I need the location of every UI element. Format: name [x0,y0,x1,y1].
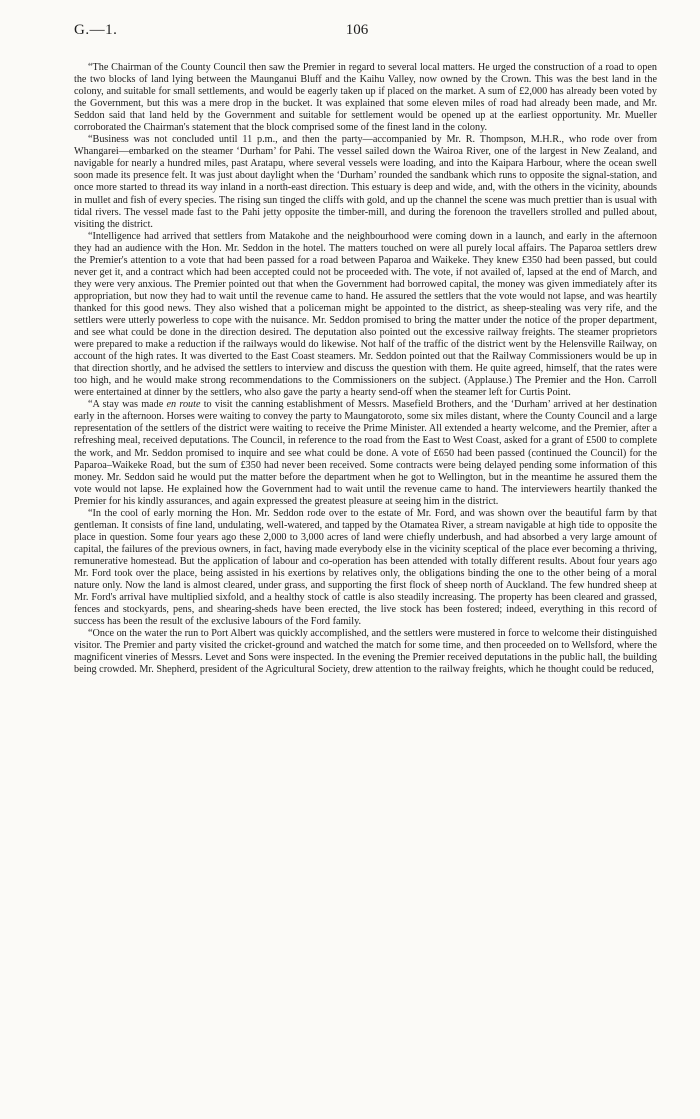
paragraph-ford-estate: “In the cool of early morning the Hon. Mr. Seddon rode over to the estate of Mr. Ford, and was shown over the beautiful farm by that gentleman. It consists of fine land, undulating, well-watered, and tapped by the Otamatea River, a stream navigable at high tide to opposite the place in question. Some four years ago these 2,000 to 3,000 acres of land were chiefly underbush, and had absorbed a very large amount of capital, the failures of the previous owners, in fact, having made everybody else in the vicinity sceptical of the place ever becoming a thriving, remunerative homestead. But the application of labour and co-operation has been attended with totally different results. About four years ago Mr. Ford took over the place, being assisted in his exertions by relatives only, the obligations binding the one to the other being of a moral nature only. Now the land is almost cleared, under grass, and supporting the first flock of sheep north of Auckland. The few hundred sheep at Mr. Ford's arrival have multiplied sixfold, and a healthy stock of cattle is also steadily increasing. The property has been cleared and grassed, fences and stockyards, pens, and shearing-sheds have been erected, the live stock has been fostered; indeed, everything in this record of success has been the result of the exclusive labours of the Ford family. [74,507,657,628]
page-header [74,22,640,44]
paragraph-port-albert: “Once on the water the run to Port Albert was quickly accomplished, and the settlers were mustered in force to welcome their distinguished visitor. The Premier and party visited the cricket-ground and watched the match for some time, and then proceeded on to Wellsford, where the magnificent vineries of Messrs. Levet and Sons were inspected. In the evening the Premier received deputations in the public hall, the building being crowded. Mr. Shepherd, president of the Agricultural Society, drew attention to the railway freights, which he thought could be reduced, [74,628,657,676]
body-text [74,62,657,676]
paragraph-matakohe-settlers: “Intelligence had arrived that settlers from Matakohe and the neighbourhood were coming down in a launch, and early in the afternoon they had an audience with the Hon. Mr. Seddon in the hotel. The matters touched on were all purely local affairs. The Paparoa settlers drew the Premier's attention to a vote that had been passed for a road between Paparoa and Waikeke. They knew £350 had been passed, but could never get it, and a contract which had been accepted could not be proceeded with. The vote, if not availed of, lapsed at the end of March, and they were very anxious. The Premier pointed out that when the Government had borrowed capital, the money was given immediately after its appropriation, but now they had to wait until the revenue came to hand. He assured the settlers that the vote would not lapse, and was heartily thanked for this good news. They also wished that a policeman might be appointed to the district, as sheep-stealing was very rife, and the settlers were utterly powerless to cope with the nuisance. Mr. Seddon promised to bring the matter under the notice of the proper department, and see what could be done in the direction desired. The deputation also pointed out the excessive railway freights. The steamer proprietors were prepared to make a reduction if the railways would do likewise. Not half of the traffic of the district went by the Helensville Railway, on account of the high rates. It was diverted to the East Coast steamers. Mr. Seddon pointed out that the Railway Commissioners would be up in that direction shortly, and he advised the settlers to interview and discuss the question with them. He quite agreed, himself, that the rates were too high, and he would make strong recommendations to the Commissioners on the subject. (Applause.) The Premier and the Hon. Carroll were entertained at dinner by the settlers, who also gave the party a hearty send-off when the steamer left for Curtis Point. [74,230,657,399]
page-number: 106 [345,22,369,38]
italic-phrase: en route [166,399,201,411]
paragraph-text-before: “A stay was made [88,399,167,411]
paragraph-durham-voyage: “Business was not concluded until 11 p.m., and then the party—accompanied by Mr. R. Thompson, M.H.R., who rode over from Whangarei—embarked on the steamer ‘Durham’ for Pahi. The vessel sailed down the Wairoa River, one of the largest in New Zealand, and navigable for nearly a hundred miles, past Aratapu, where several vessels were loading, and into the Kaipara Harbour, where the ocean swell soon made its presence felt. It was just about daylight when the ‘Durham’ rounded the sandbank which runs to opposite the signal-station, and once more started to thread its way inland in a north-east direction. This estuary is deep and wide, and, with the others in the vicinity, abounds in mullet and fish of every species. The rising sun tinged the cliffs with gold, and up the channel the scene was much prettier than is usual with tidal rivers. The vessel made fast to the Pahi jetty opposite the timber-mill, and during the forenoon the travellers strolled and pulled about, visiting the district. [74,134,657,230]
paragraph-maungatoroto-visit [74,399,657,507]
paragraph-text-after: to visit the canning establishment of Messrs. Masefield Brothers, and the ‘Durham’ arrived at her destination early in the afternoon. Horses were waiting to convey the party to Maungatoroto, some six miles distant, where the County Council and a large representation of the settlers of the district were waiting to receive the Prime Minister. All extended a hearty welcome, and the Premier, after a refreshing meal, received deputations. The Council, in reference to the road from the East to West Coast, asked for a grant of £500 to complete the work, and Mr. Seddon promised to inquire and see what could be done. A vote of £650 had been passed (continued the Council) for the Paparoa–Waikeke Road, but the sum of £350 had never been received. Some contracts were being delayed pending some information of this money. Mr. Seddon said he would put the matter before the department when he got to Wellington, but in the meantime he assured them the vote would not lapse. He explained how the Government had to wait until the revenue came to hand. The interviewers heartily thanked the Premier for his kindly assurances, and again expressed the greatest pleasure at seeing him in the district. [74,399,657,507]
page-reference: G.—1. [74,22,118,38]
paragraph-chairman-county-council: “The Chairman of the County Council then saw the Premier in regard to several local matters. He urged the construction of a road to open the two blocks of land lying between the Maunganui Bluff and the Kaihu Valley, now owned by the Crown. This was the best land in the colony, and suitable for small settlements, and would be eagerly taken up if placed on the market. A sum of £2,000 has already been voted by the Government, but this was a mere drop in the bucket. It was explained that some eleven miles of road had already been made, and Mr. Seddon said that land held by the Government and suitable for settlement would be opened up at the earliest opportunity. Mr. Mueller corroborated the Chairman's statement that the block comprised some of the finest land in the colony. [74,62,657,134]
